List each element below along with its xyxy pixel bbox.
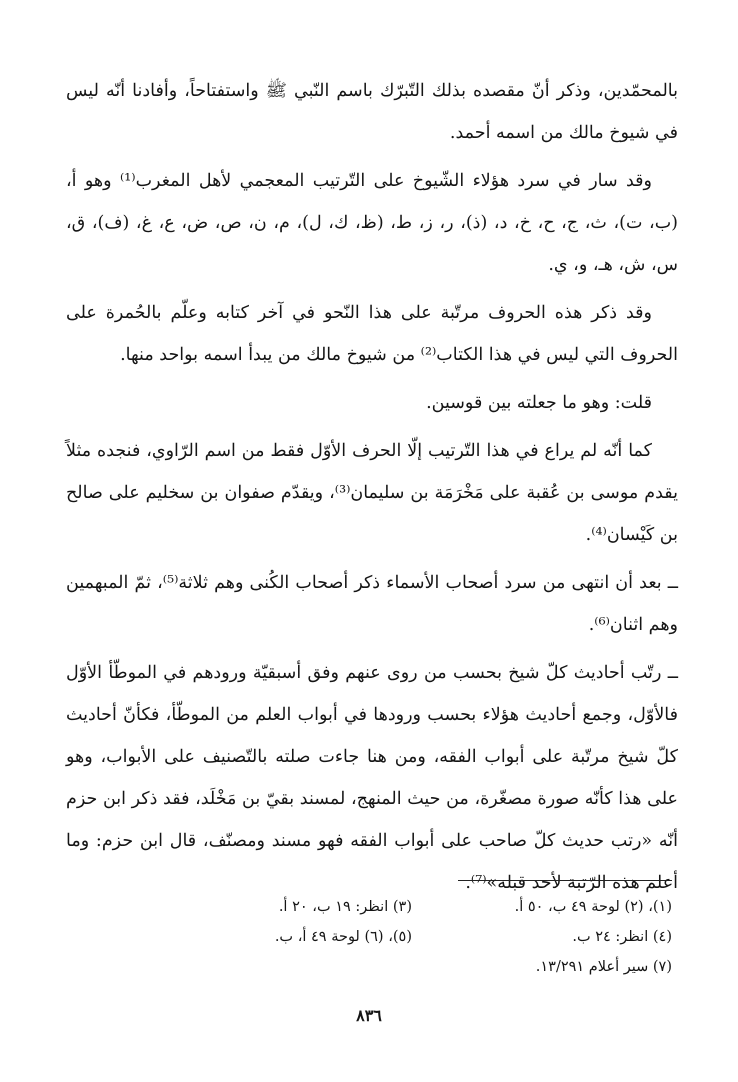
- paragraph-4: قلت: وهو ما جعلته بين قوسين.: [426, 393, 652, 413]
- paragraph-6: ــ بعد أن انتهى من سرد أصحاب الأسماء ذكر أصحاب الكُنى وهم ثلاثة⁽⁵⁾، ثمّ المبهمين وهم اثنان⁽⁶⁾.: [66, 573, 678, 635]
- footnote-row: [60, 892, 672, 922]
- paragraph-3: وقد ذكر هذه الحروف مرتّبة على هذا النّحو في آخر كتابه وعلّم بالحُمرة على الحروف التي ليس في هذا الكتاب⁽²⁾ من شيوخ مالك من يبدأ اسمه بواحد منها.: [66, 303, 678, 365]
- paragraph-5: كما أنّه لم يراع في هذا التّرتيب إلّا الحرف الأوّل فقط من اسم الرّاوي، فنجده مثلاً يقدم موسى بن عُقبة على مَخْرَمَة بن سليمان⁽³⁾، ويقدّم صفوان بن سخليم على صالح بن كَيْسان⁽⁴⁾.: [66, 441, 678, 545]
- footnote-1-2: (١)، (٢) لوحة ٤٩ ب، ٥٠ أ.: [514, 899, 672, 915]
- footnote-3: (٣) انظر: ١٩ ب، ٢٠ أ.: [278, 899, 412, 915]
- footnote-5-6: (٥)، (٦) لوحة ٤٩ أ، ب.: [274, 929, 412, 945]
- page-body: [66, 70, 678, 910]
- paragraph-7: ــ رتّب أحاديث كلّ شيخ بحسب من روى عنهم وفق أسبقيّة ورودهم في الموطّأ الأوّل فالأوّل، وجمع أحاديث هؤلاء بحسب ورودها في أبواب العلم من الموطّأ، فكأنّ أحاديث كلّ شيخ مرتّبة على أبواب الفقه، ومن هنا جاءت صلته بالتّصنيف على الأبواب، وهو على هذا كأنّه صورة مصغّرة، من حيث المنهج، لمسند بقيّ بن مَخْلَد، فقد ذكر ابن حزم أنّه «رتب حديث كلّ صاحب على أبواب الفقه فهو مسند ومصنّف، قال ابن حزم: وما أعلم هذه الرّتبة لأحد قبله»⁽⁷⁾.: [66, 663, 678, 893]
- footnote-row: [60, 922, 672, 952]
- footnotes: [60, 892, 672, 982]
- paragraph-1: بالمحمّدين، وذكر أنّ مقصده بذلك التّبرّك باسم النّبي ﷺ واستفتاحاً، وأفادنا أنّه ليس في شيوخ مالك من اسمه أحمد.: [66, 81, 678, 143]
- paragraph-2: وقد سار في سرد هؤلاء الشّيوخ على التّرتيب المعجمي لأهل المغرب⁽¹⁾ وهو أ، (ب، ت)، ث، ج، ح، خ، د، (ذ)، ر، ز، ط، (ظ، ك، ل)، م، ن، ص، ض، ع، غ، (ف)، ق، س، ش، هـ، و، ي.: [66, 171, 678, 275]
- footnote-4: (٤) انظر: ٢٤ ب.: [572, 929, 672, 945]
- footnote-7: (٧) سير أعلام ١٣/٢٩١.: [535, 959, 672, 975]
- footnote-divider: [458, 880, 672, 881]
- footnote-row: [60, 952, 672, 982]
- page-number: ٨٣٦: [356, 1006, 382, 1025]
